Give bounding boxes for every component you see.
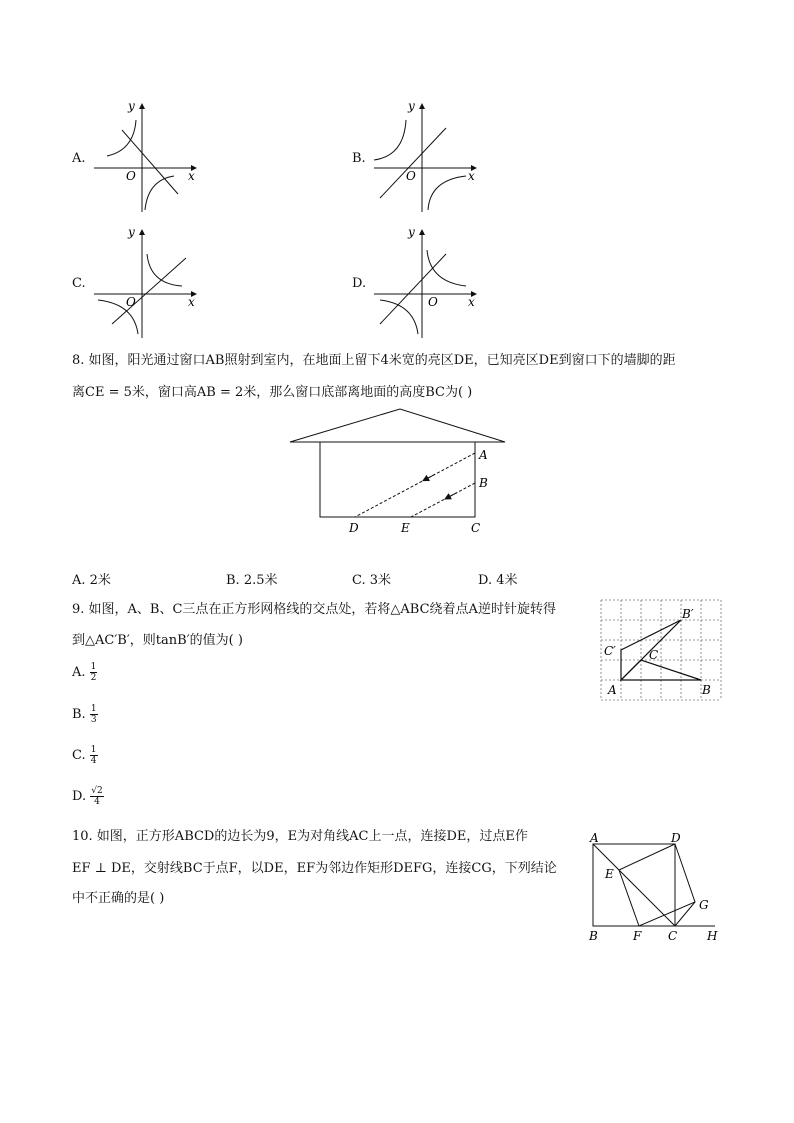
label-g: G	[699, 898, 709, 912]
fraction: $\frac{1}{2}$	[90, 662, 97, 683]
ray-be	[411, 483, 475, 517]
label-c: C	[649, 648, 659, 662]
y-label: y	[128, 225, 135, 239]
q8-text-line-2: 离CE = 5米，窗口高AB = 2米，那么窗口底部离地面的高度BC为( )	[72, 385, 473, 400]
q10-text-line-3: 中不正确的是( )	[72, 891, 165, 906]
q10-text-line-1: 10. 如图，正方形ABCD的边长为9，E为对角线AC上一点，连接DE，过点E作	[72, 829, 528, 844]
hyperbola-branch	[107, 120, 136, 156]
label-e: E	[401, 521, 410, 535]
line-graph	[380, 128, 446, 198]
room	[320, 442, 475, 517]
origin-label: O	[126, 295, 136, 309]
origin-label: O	[406, 169, 416, 183]
q9-text-line-2: 到△AC′B′，则tanB′的值为( )	[72, 633, 243, 648]
y-label: y	[128, 99, 135, 113]
x-label: x	[468, 295, 475, 309]
x-label: x	[468, 169, 475, 183]
origin-label: O	[126, 169, 136, 183]
graph-c	[90, 224, 205, 340]
label-c: C	[668, 929, 678, 943]
line-graph	[112, 258, 186, 324]
graph-a	[90, 98, 205, 214]
option-letter: D.	[352, 276, 367, 291]
fraction: $\frac{1}{4}$	[90, 745, 97, 766]
ray-ad	[355, 453, 475, 517]
segment-cg	[675, 902, 695, 926]
hyperbola-branch	[380, 300, 418, 334]
ray-arrow	[445, 493, 457, 499]
q8-option-a: A. 2米	[72, 573, 111, 588]
label-a: A	[479, 448, 488, 462]
option-letter: C.	[72, 276, 86, 291]
option-letter: A.	[72, 151, 86, 166]
origin-label: O	[428, 295, 438, 309]
y-label: y	[408, 99, 415, 113]
hyperbola-branch	[427, 250, 466, 286]
q8-option-d: D. 4米	[478, 573, 518, 588]
x-label: x	[188, 295, 195, 309]
q8-option-b: B. 2.5米	[226, 573, 278, 588]
label-d: D	[349, 521, 359, 535]
graph-d	[370, 224, 485, 340]
diagonal-ac	[593, 844, 675, 926]
q9-option-b: B. $\frac{1}{3}$	[72, 704, 97, 725]
q9-figure	[600, 599, 722, 702]
label-f: F	[633, 929, 642, 943]
hyperbola-branch	[428, 176, 466, 210]
roof	[290, 409, 505, 442]
q10-text-line-2: EF ⊥ DE，交射线BC于点F，以DE，EF为邻边作矩形DEFG，连接CG，下列结论	[72, 861, 557, 876]
ray-arrow	[423, 474, 435, 480]
hyperbola-branch	[374, 120, 406, 160]
label-e: E	[605, 867, 614, 881]
label-b: B	[702, 683, 711, 697]
line-graph	[380, 254, 446, 324]
label-b: B	[479, 476, 488, 490]
q8-text-line-1: 8. 如图，阳光通过窗口AB照射到室内，在地面上留下4米宽的亮区DE，已知亮区DE到窗口下的墙脚的距	[72, 353, 676, 368]
label-d: D	[671, 831, 681, 845]
q10-figure	[585, 828, 725, 948]
label-c: C	[471, 521, 481, 535]
q9-text-line-1: 9. 如图，A、B、C三点在正方形网格线的交点处，若将△ABC绕着点A逆时针旋转得	[72, 602, 556, 617]
graph-b	[370, 98, 485, 214]
q9-option-c: C. $\frac{1}{4}$	[72, 745, 97, 766]
x-label: x	[188, 169, 195, 183]
label-c-prime: C′	[604, 644, 616, 658]
label-b: B	[589, 929, 598, 943]
q8-figure	[285, 405, 510, 540]
q9-option-d: D. $\frac{√2}{4}$	[72, 786, 103, 807]
option-letter: B.	[352, 151, 366, 166]
label-h: H	[707, 929, 718, 943]
fraction: $\frac{1}{3}$	[90, 704, 97, 725]
label-a: A	[608, 683, 617, 697]
fraction: $\frac{√2}{4}$	[91, 786, 103, 807]
label-b-prime: B′	[682, 607, 694, 621]
hyperbola-branch	[147, 254, 182, 286]
q9-option-a: A. $\frac{1}{2}$	[72, 662, 97, 683]
q8-option-c: C. 3米	[352, 573, 392, 588]
y-label: y	[408, 225, 415, 239]
rectangle-defg	[619, 844, 695, 926]
hyperbola-branch	[145, 176, 174, 210]
label-a: A	[590, 831, 599, 845]
